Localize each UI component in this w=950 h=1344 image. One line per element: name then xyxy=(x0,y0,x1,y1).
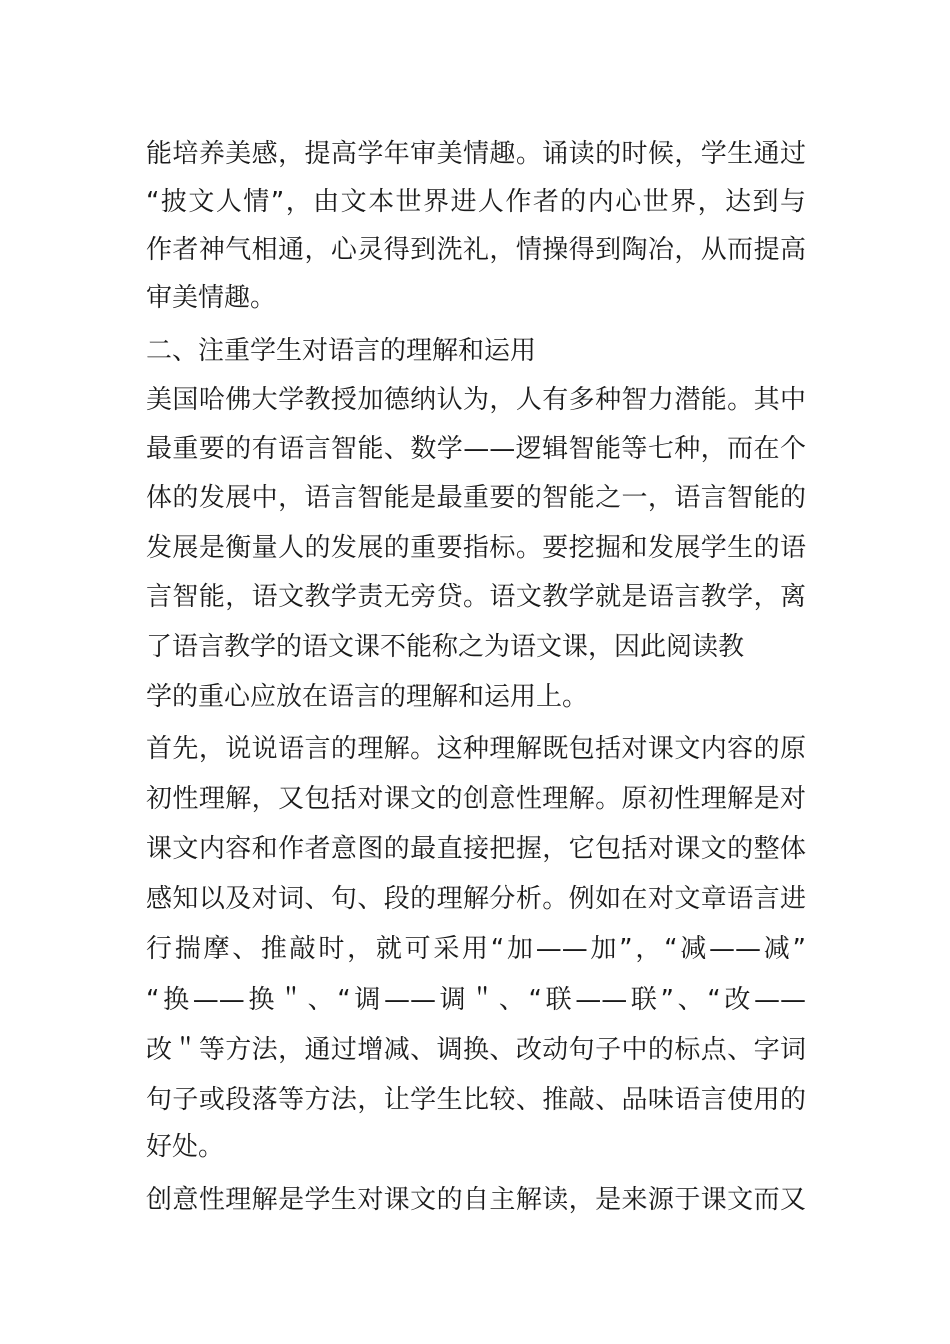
text-line: 最重要的有语言智能、数学——逻辑智能等七种，而在个 xyxy=(146,434,806,464)
text-line: 首先，说说语言的理解。这种理解既包括对课文内容的原 xyxy=(146,734,806,764)
text-line: 发展是衡量人的发展的重要指标。要挖掘和发展学生的语 xyxy=(146,533,806,563)
text-line: 美国哈佛大学教授加德纳认为，人有多种智力潜能。其中 xyxy=(146,385,806,415)
text-line: 学的重心应放在语言的理解和运用上。 xyxy=(146,682,589,712)
text-line: 课文内容和作者意图的最直接把握，它包括对课文的整体 xyxy=(146,834,806,864)
text-line: 创意性理解是学生对课文的自主解读，是来源于课文而又 xyxy=(146,1185,806,1215)
text-line: 体的发展中，语言智能是最重要的智能之一，语言智能的 xyxy=(146,483,806,513)
text-line: 言智能，语文教学责无旁贷。语文教学就是语言教学，离 xyxy=(146,582,806,612)
text-line: 好处。 xyxy=(146,1132,225,1162)
text-line: 改＂等方法，通过增减、调换、改动句子中的标点、字词 xyxy=(146,1035,806,1065)
text-line: 初性理解，又包括对课文的创意性理解。原初性理解是对 xyxy=(146,784,806,814)
text-line: 审美情趣。 xyxy=(146,283,277,313)
text-line: 感知以及对词、句、段的理解分析。例如在对文章语言进 xyxy=(146,884,806,914)
section-heading: 二、注重学生对语言的理解和运用 xyxy=(146,336,537,366)
text-line: 行揣摩、推敲时，就可采用“加——加”，“减——减” xyxy=(146,934,806,964)
text-line: 了语言教学的语文课不能称之为语文课，因此阅读教 xyxy=(146,632,745,662)
text-line: 作者神气相通，心灵得到洗礼，情操得到陶冶，从而提高 xyxy=(146,235,806,265)
text-line: “披文人情”，由文本世界进人作者的内心世界，达到与 xyxy=(146,187,806,217)
text-line: 能培养美感，提高学年审美情趣。诵读的时候，学生通过 xyxy=(146,139,806,169)
text-line: “换——换＂、“调——调＂、“联——联”、“改—— xyxy=(146,985,806,1015)
text-line: 句子或段落等方法，让学生比较、推敲、品味语言使用的 xyxy=(146,1085,806,1115)
